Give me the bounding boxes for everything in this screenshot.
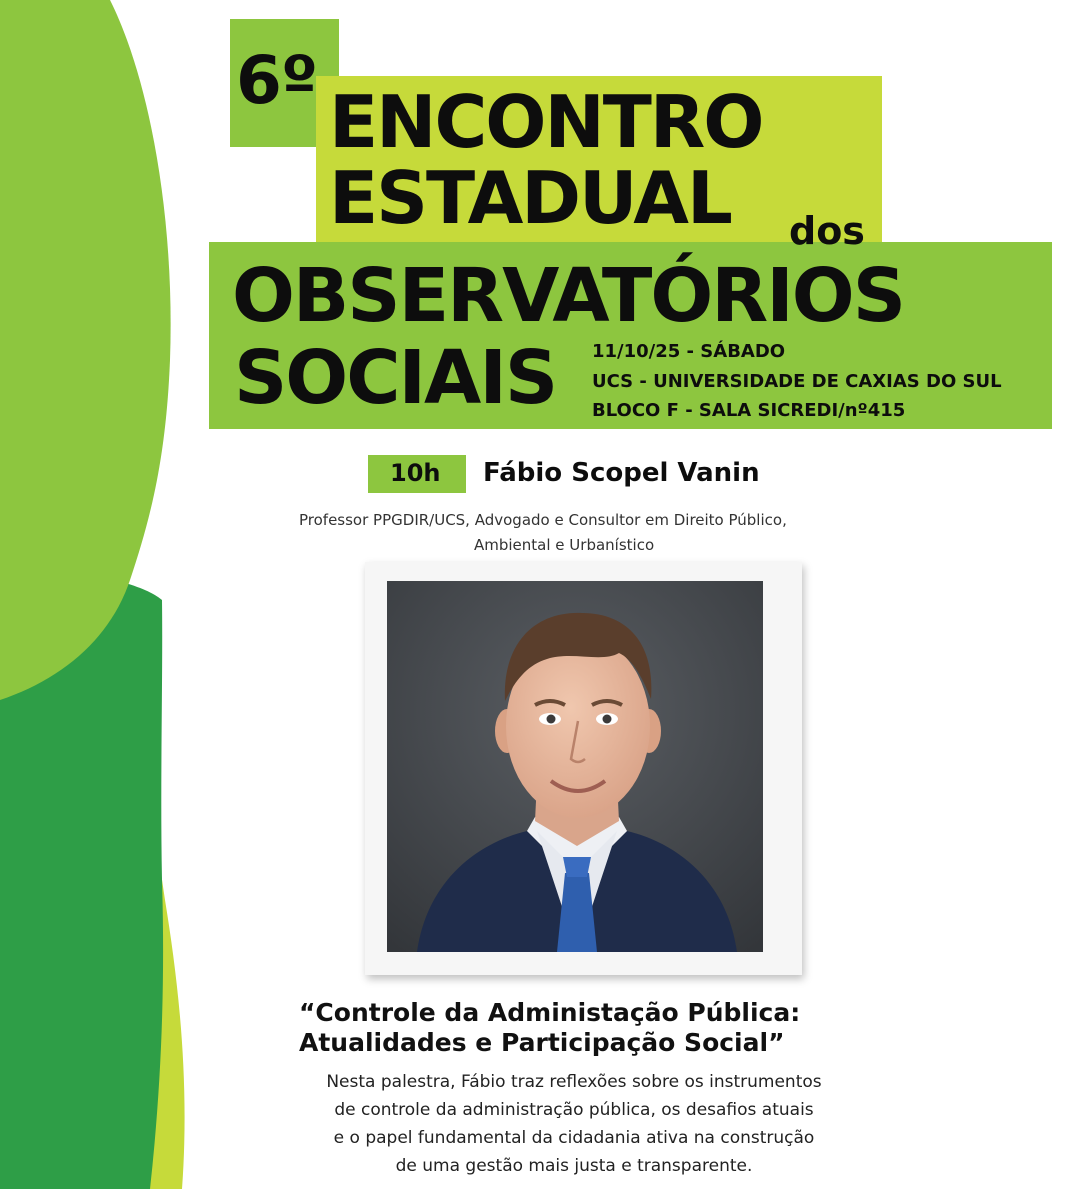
event-venue: UCS - UNIVERSIDADE DE CAXIAS DO SUL xyxy=(592,371,1002,392)
event-date: 11/10/25 - SÁBADO xyxy=(592,341,786,362)
title-encontro: ENCONTRO xyxy=(329,80,763,164)
speaker-bio-line1: Professor PPGDIR/UCS, Advogado e Consultor em Direito Público, xyxy=(299,511,787,529)
lecture-title-line2: Atualidades e Participação Social” xyxy=(299,1028,785,1057)
session-time: 10h xyxy=(390,459,441,487)
title-estadual: ESTADUAL xyxy=(329,156,731,240)
lecture-description-line: de controle da administração pública, os desafios atuais xyxy=(334,1100,814,1120)
speaker-name: Fábio Scopel Vanin xyxy=(483,458,760,488)
edition-number: 6º xyxy=(236,42,318,119)
speaker-photo xyxy=(387,581,763,952)
lecture-description-line: e o papel fundamental da cidadania ativa na construção xyxy=(333,1128,815,1148)
title-dos: dos xyxy=(789,209,865,253)
title-sociais: SOCIAIS xyxy=(234,335,557,421)
lecture-title-line1: “Controle da Administação Pública: xyxy=(299,998,801,1027)
speaker-bio-line2: Ambiental e Urbanístico xyxy=(474,536,655,554)
event-room: BLOCO F - SALA SICREDI/nº415 xyxy=(592,400,906,421)
lecture-description-line: Nesta palestra, Fábio traz reflexões sobre os instrumentos xyxy=(326,1072,822,1092)
lecture-description-line: de uma gestão mais justa e transparente. xyxy=(395,1156,753,1176)
title-observatorios: OBSERVATÓRIOS xyxy=(232,253,905,339)
